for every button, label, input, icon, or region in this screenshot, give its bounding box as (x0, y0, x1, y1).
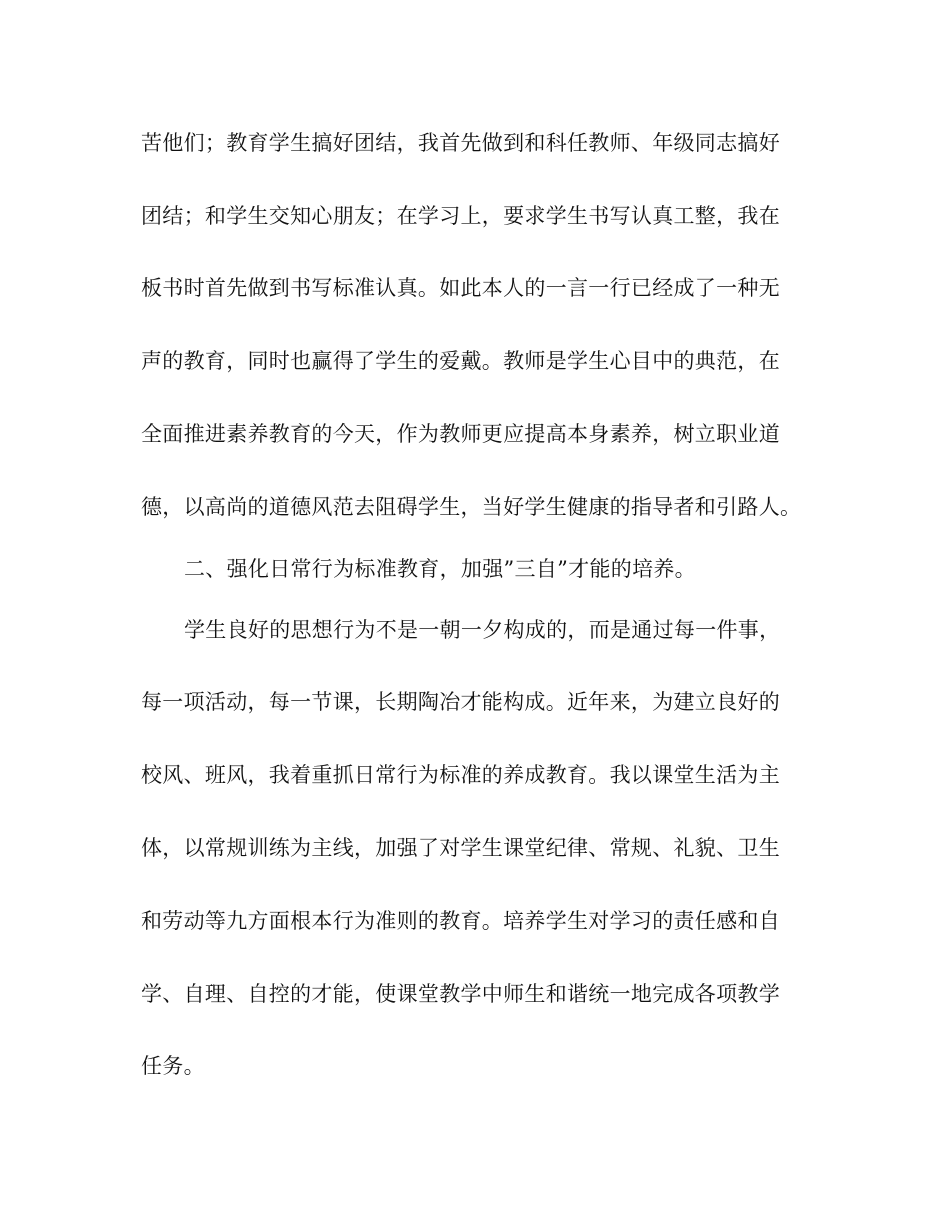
body-text-line: 德，以高尚的道德风范去阻碍学生，当好学生健康的指导者和引路人。 (141, 495, 802, 519)
body-text-line: 学生良好的思想行为不是一朝一夕构成的，而是通过每一件事， (184, 618, 781, 642)
body-text-line: 校风、班风，我着重抓日常行为标准的养成教育。我以课堂生活为主 (141, 763, 780, 787)
body-text-line: 苦他们；教育学生搞好团结，我首先做到和科任教师、年级同志搞好 (141, 131, 780, 155)
body-text-line: 学、自理、自控的才能，使课堂教学中师生和谐统一地完成各项教学 (141, 982, 780, 1006)
body-text-line: 声的教育，同时也赢得了学生的爱戴。教师是学生心目中的典范，在 (141, 349, 780, 373)
body-text-line: 板书时首先做到书写标准认真。如此本人的一言一行已经成了一种无 (141, 276, 780, 300)
body-text-line: 每一项活动，每一节课，长期陶冶才能构成。近年来，为建立良好的 (141, 690, 780, 714)
body-text-line: 和劳动等九方面根本行为准则的教育。培养学生对学习的责任感和自 (141, 909, 780, 933)
body-text-line: 任务。 (141, 1054, 205, 1078)
body-text-line: 体，以常规训练为主线，加强了对学生课堂纪律、常规、礼貌、卫生 (141, 836, 780, 860)
section-heading: 二、强化日常行为标准教育，加强”三自”才能的培养。 (184, 557, 696, 581)
body-text-line: 全面推进素养教育的今天，作为教师更应提高本身素养，树立职业道 (141, 422, 780, 446)
body-text-line: 团结；和学生交知心朋友；在学习上，要求学生书写认真工整，我在 (141, 204, 780, 228)
